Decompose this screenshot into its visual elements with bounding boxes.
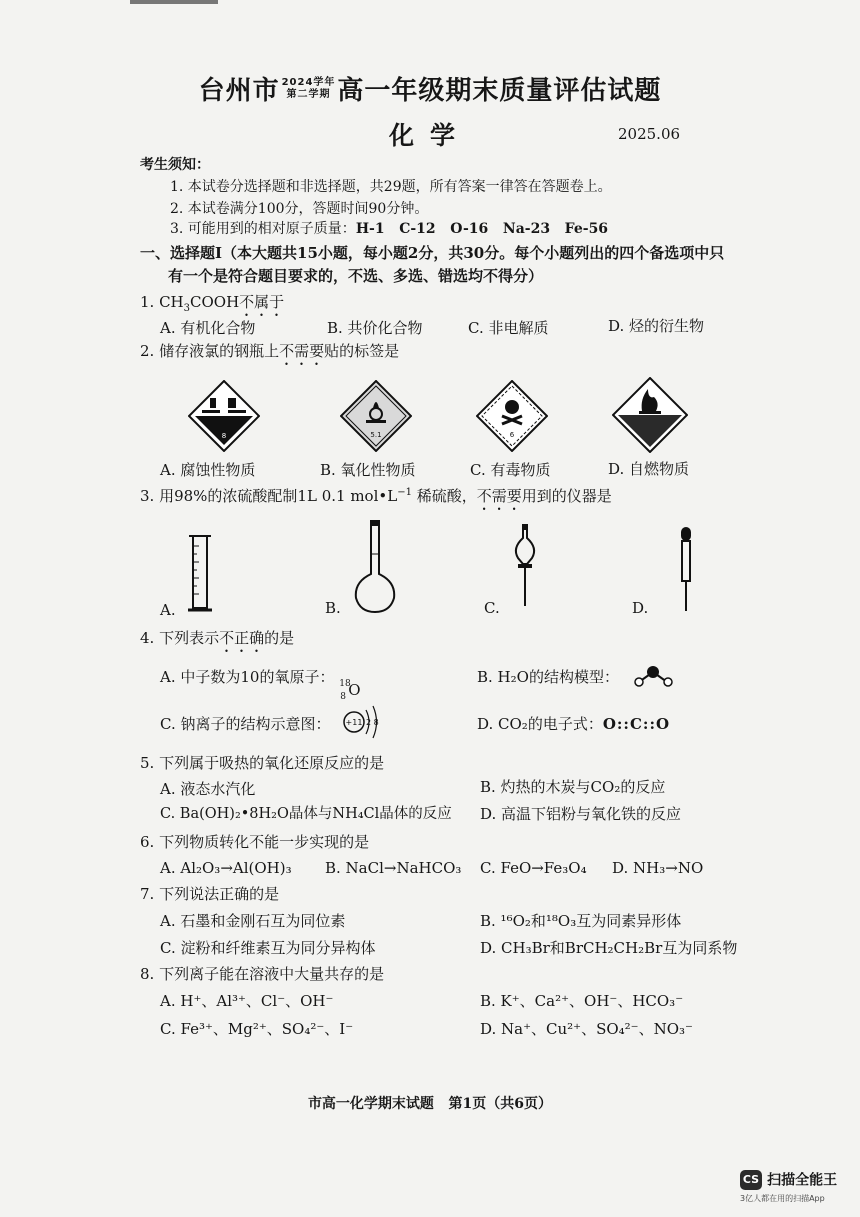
q3-stem-emphasis: 不需要 xyxy=(476,487,522,505)
q1-stem-mid: COOH xyxy=(190,293,240,311)
corrosive-class-label: 8 xyxy=(221,432,227,440)
q5-stem: 5. 下列属于吸热的氧化还原反应的是 xyxy=(140,754,385,772)
sodium-ion-diagram-icon xyxy=(340,702,384,742)
q3-stem-mid: 稀硫酸， xyxy=(411,487,477,505)
title-main: 高一年级期末质量评估试题 xyxy=(337,76,662,106)
atomic-masses: H-1 C-12 O-16 Na-23 Fe-56 xyxy=(355,221,609,237)
q7-option-c: C. 淀粉和纤维素互为同分异构体 xyxy=(160,939,376,957)
scanner-watermark xyxy=(740,1169,838,1203)
toxic-class-label: 6 xyxy=(509,431,515,439)
q2-option-a: A. 腐蚀性物质 xyxy=(160,461,256,479)
q8-stem: 8. 下列离子能在溶液中大量共存的是 xyxy=(140,965,385,983)
q1-option-d: D. 烃的衍生物 xyxy=(608,317,705,335)
q8-option-b: B. K⁺、Ca²⁺、OH⁻、HCO₃⁻ xyxy=(480,992,684,1010)
scan-edge-bar xyxy=(130,0,218,4)
q6-option-b: B. NaCl→NaHCO₃ xyxy=(325,859,462,877)
title-term: 第二学期 xyxy=(286,88,331,100)
q4-option-a xyxy=(160,667,363,702)
q5-option-d: D. 高温下铝粉与氧化铁的反应 xyxy=(480,805,682,823)
title-city: 台州市 xyxy=(198,76,280,106)
q2-stem-emphasis: 不需要 xyxy=(279,342,325,360)
q8-option-d: D. Na⁺、Cu²⁺、SO₄²⁻、NO₃⁻ xyxy=(480,1020,693,1038)
q4-option-d xyxy=(477,714,670,734)
exam-date: 2025.06 xyxy=(618,125,681,143)
q6-option-a: A. Al₂O₃→Al(OH)₃ xyxy=(160,859,292,877)
q3-stem xyxy=(140,486,612,514)
q4-stem-emphasis: 不正确 xyxy=(219,629,265,647)
q6-option-c: C. FeO→Fe₃O₄ xyxy=(480,859,587,877)
q2-stem xyxy=(140,341,399,369)
q3-stem-pre: 3. 用98%的浓硫酸配制1L 0.1 mol•L xyxy=(140,487,398,505)
exam-title xyxy=(0,70,860,107)
notice-heading: 考生须知： xyxy=(140,157,210,173)
notice-item-3-text: 3. 可能用到的相对原子质量： xyxy=(170,221,356,237)
q3-option-b: B. xyxy=(325,599,341,617)
q7-stem: 7. 下列说法正确的是 xyxy=(140,885,280,903)
q3-stem-sup: −1 xyxy=(397,487,412,498)
q5-option-b: B. 灼热的木炭与CO₂的反应 xyxy=(480,778,666,796)
title-year: 2024学年 xyxy=(281,76,336,88)
q1-stem: 1. $CH_3COOH$不属于 xyxy=(140,293,285,314)
q3-option-a: A. xyxy=(160,601,176,619)
notice-item-3 xyxy=(170,219,608,239)
watermark-tagline: 3亿人都在用的扫描App xyxy=(740,1194,825,1203)
q1-option-a: A. 有机化合物 xyxy=(160,319,256,337)
q7-option-b: B. ¹⁶O₂和¹⁸O₃互为同素异形体 xyxy=(480,912,682,930)
title-year-stack xyxy=(282,77,336,101)
q3-stem-post: 用到的仪器是 xyxy=(521,487,612,505)
sodium-nucleus-charge: +11 xyxy=(345,718,363,727)
q1-option-b: B. 共价化合物 xyxy=(327,319,423,337)
oxidizer-class-label: 5.1 xyxy=(370,431,382,439)
toxic-sign-icon xyxy=(476,380,548,452)
q1-stem-pre: 1. CH xyxy=(140,293,184,311)
q2-option-c: C. 有毒物质 xyxy=(470,461,551,479)
sodium-shell-electrons: 2 8 xyxy=(366,718,379,727)
q4-option-b: B. H₂O的结构模型： xyxy=(477,668,619,686)
watermark-name: 扫描全能王 xyxy=(767,1172,838,1189)
q2-option-d: D. 自燃物质 xyxy=(608,460,690,478)
q1-stem-emphasis: 不属于 xyxy=(239,293,285,311)
q8-option-c: C. Fe³⁺、Mg²⁺、SO₄²⁻、I⁻ xyxy=(160,1020,354,1038)
q2-stem-post: 贴的标签是 xyxy=(324,342,400,360)
nuclide-element: O xyxy=(348,681,361,699)
q4-stem xyxy=(140,628,294,656)
q6-stem: 6. 下列物质转化不能一步实现的是 xyxy=(140,833,370,851)
q4-option-d-text: D. CO₂的电子式： xyxy=(477,715,603,733)
nuclide-atomic-number: 8 xyxy=(340,692,346,702)
q7-option-a: A. 石墨和金刚石互为同位素 xyxy=(160,912,346,930)
co2-electron-formula: O::C::O xyxy=(602,715,671,733)
nuclide-mass-number: 18 xyxy=(339,679,351,689)
q8-option-a: A. H⁺、Al³⁺、Cl⁻、OH⁻ xyxy=(160,992,334,1010)
corrosive-sign-icon xyxy=(188,380,260,452)
q4-option-c: C. 钠离子的结构示意图： xyxy=(160,715,331,733)
q3-option-d: D. xyxy=(632,599,649,617)
notice-item-1: 1. 本试卷分选择题和非选择题，共29题，所有答案一律答在答题卷上。 xyxy=(170,179,612,195)
camscanner-logo-icon: CS xyxy=(740,1170,762,1190)
notice-item-2: 2. 本试卷满分100分，答题时间90分钟。 xyxy=(170,201,429,217)
q5-option-a: A. 液态水汽化 xyxy=(160,780,256,798)
q4-stem-post: 的是 xyxy=(264,629,295,647)
dropper-icon xyxy=(676,527,696,613)
spontaneous-combustion-sign-icon xyxy=(612,377,688,453)
q6-option-d: D. NH₃→NO xyxy=(612,859,704,877)
q7-option-d: D. CH₃Br和BrCH₂CH₂Br互为同系物 xyxy=(480,939,738,957)
separatory-funnel-icon xyxy=(508,524,542,608)
q3-option-c: C. xyxy=(484,599,500,617)
q4-option-a-text: A. 中子数为10的氧原子： xyxy=(160,668,335,686)
oxidizer-sign-icon xyxy=(340,380,412,452)
q1-option-c: C. 非电解质 xyxy=(468,319,549,337)
q4-stem-pre: 4. 下列表示 xyxy=(140,629,220,647)
graduated-cylinder-icon xyxy=(185,528,215,614)
volumetric-flask-icon xyxy=(350,518,400,614)
section-heading-line1: 一、选择题I（本大题共15小题，每小题2分，共30分。每个小题列出的四个备选项中只 xyxy=(140,244,725,262)
q2-stem-pre: 2. 储存液氯的钢瓶上 xyxy=(140,342,280,360)
page-footer: 市高一化学期末试题 第1页（共6页） xyxy=(307,1096,553,1112)
q5-option-c: C. Ba(OH)₂•8H₂O晶体与NH₄Cl晶体的反应 xyxy=(160,806,452,822)
subject-title: 化学 xyxy=(388,121,471,150)
q2-option-b: B. 氧化性物质 xyxy=(320,461,416,479)
water-molecule-model-icon xyxy=(633,664,675,688)
section-heading-line2: 有一个是符合题目要求的，不选、多选、错选均不得分） xyxy=(168,267,544,285)
